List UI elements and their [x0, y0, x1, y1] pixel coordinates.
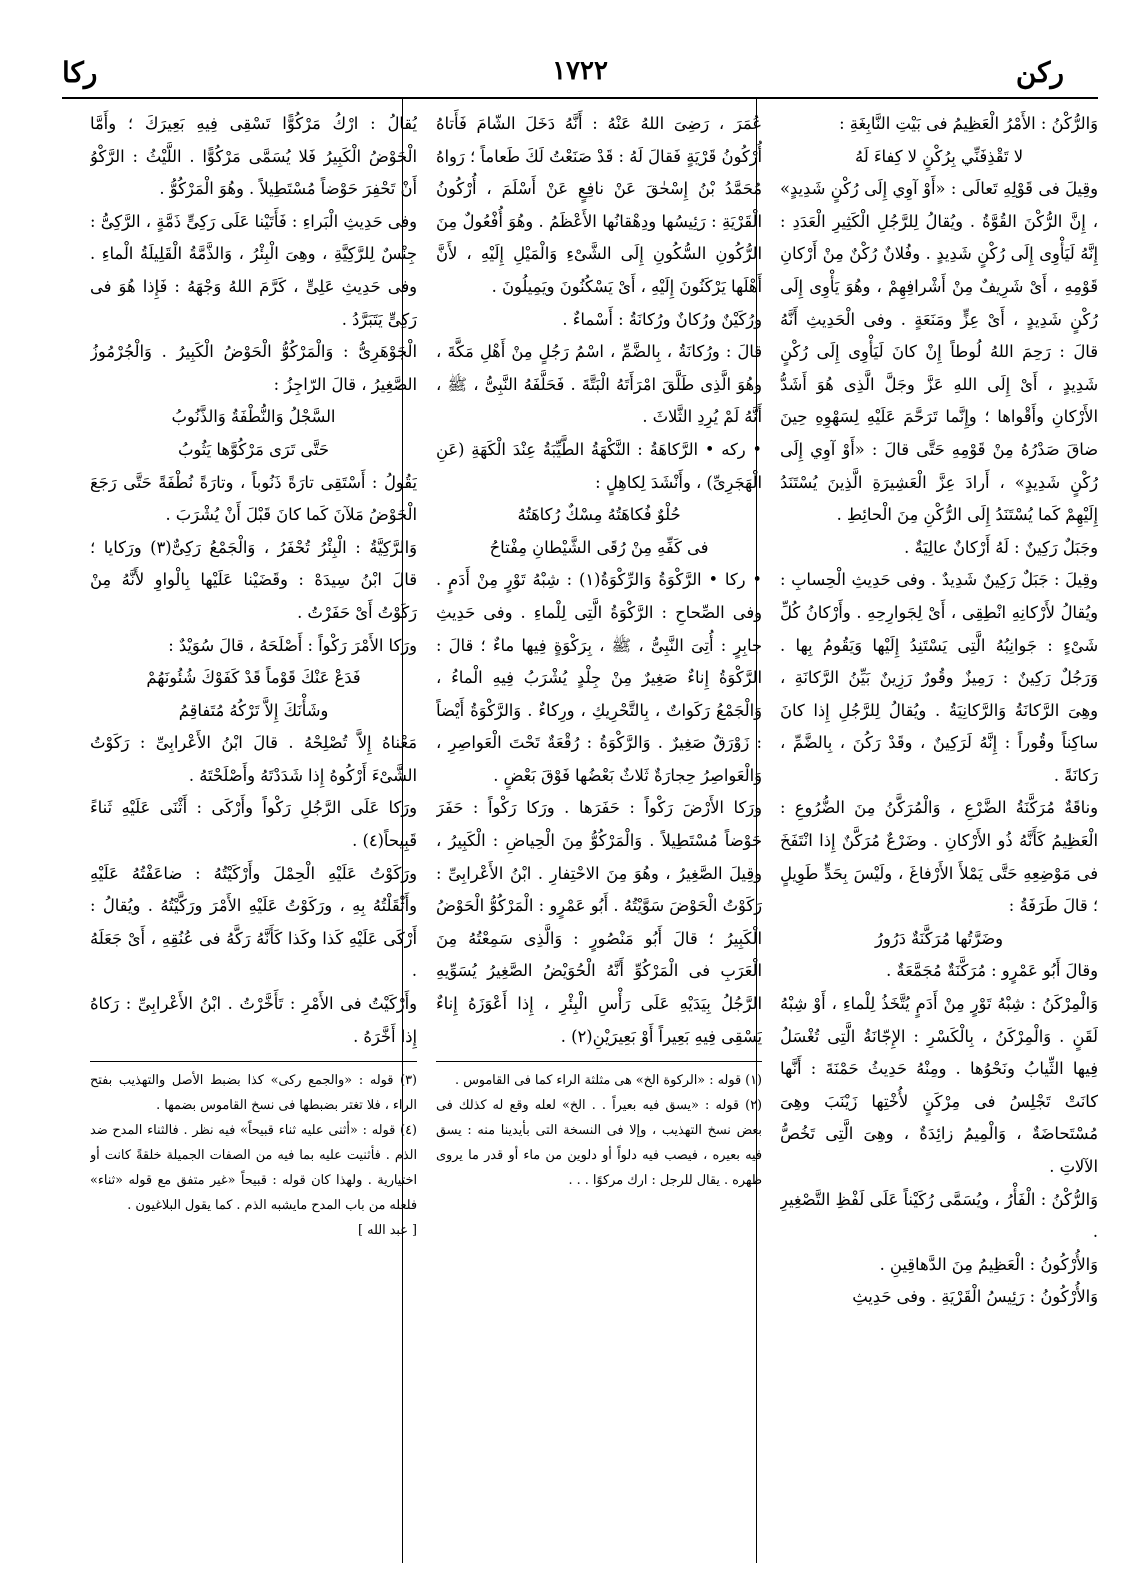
paragraph: يَقُولُ : أَسْتَقِى تارَةً ذَنُوباً ، وتارَةً نُطْفَةً حَتَّى رَجَعَ الْحَوْضُ مَلآنَ كَما كانَ قَبْلَ أَنْ يُشْرَبَ .: [90, 472, 417, 525]
verse: وضَرَّتُها مُرَكَّنَةٌ دَرُورُ: [875, 928, 1003, 948]
verse: حَتَّى تَرَى مَرْكُوَّها يَثُوبُ: [178, 439, 329, 459]
footnote: (١) قوله : «الركوة الخ» هى مثلثة الراء كما فى القاموس .: [454, 1073, 762, 1089]
column-middle: [436, 108, 762, 1558]
paragraph: وَالرَّكِيَّةُ : الْبِئْرُ تُحْفَرُ ، وَالْجَمْعُ رَكِىٌّ(٣) ورَكايا ؛ قالَ ابْنُ سِيدَهْ : وقَضَيْنا عَلَيْها بِالْواوِ لأَنَّهُ مِنْ رَكَوْتُ أَىْ حَفَرْتُ .: [90, 537, 417, 622]
paragraph: وناقَةٌ مُرَكَّنَةُ الضَّرْعِ ، وَالْمُرَكَّنُ مِنَ الضُّرُوعِ : الْعَظِيمُ كَأَنَّهُ ذُو الأَرْكانِ . وضَرْعٌ مُرَكَّنٌ إِذا انْتَفَخَ فى مَوْضِعِهِ حَتَّى يَمْلأَ الأَرْفاغَ ، ولَيْسَ بِحَدٍّ طَوِيلٍ ؛ قالَ طَرَفَةُ :: [780, 798, 1098, 916]
page-number: ١٧٢٢: [552, 56, 608, 86]
paragraph: ورَكا عَلَى الرَّجُلِ رَكْواً وأَرْكَى : أَثْنَى عَلَيْهِ ثَناءً قَبِيحاً(٤) .: [90, 798, 417, 851]
footnote-signature: [ عبد الله ]: [358, 1223, 417, 1239]
paragraph: وقِيلَ فى قَوْلِهِ تَعالَى : «أَوْ آوِي إِلَى رُكْنٍ شَدِيدٍ» ، إِنَّ الرُّكْنَ القُوَّةُ . ويُقالُ لِلرَّجُلِ الْكَثِيرِ الْعَدَدِ : إِنَّهُ لَيَأْوِى إِلَى رُكْنٍ شَدِيدٍ . وفُلانٌ رُكْنٌ مِنْ أَرْكانِ قَوْمِهِ ، أَىْ شَرِيفٌ مِنْ أَشْرافِهِمْ ، وهُوَ يَأْوِى إِلَى رُكْنٍ شَدِيدٍ ، أَىْ عِزٍّ ومَنَعَةٍ . وفى الْحَدِيثِ أَنَّهُ قالَ : رَحِمَ اللهُ لُوطاً إِنْ كانَ لَيَأْوِى إِلَى رُكْنٍ شَدِيدٍ ، أَىْ إِلَى اللهِ عَزَّ وجَلَّ الَّذِى هُوَ أَشَدُّ الأَرْكانِ وأَقْواها ؛ وإِنَّما تَرَحَّمَ عَلَيْهِ لِسَهْوِهِ حِينَ ضاقَ صَدْرُهُ مِنْ قَوْمِهِ حَتَّى قالَ : «أَوْ آوِي إِلَى رُكْنٍ شَدِيدٍ» ، أَرادَ عِزَّ الْعَشِيرَةِ الَّذِينَ يُسْتَنَدُ إِلَيْهِمْ كَما يُسْتَنَدُ إِلَى الرُّكْنِ مِنَ الْحائِطِ .: [780, 179, 1098, 525]
verse: فَدَعْ عَنْكَ قَوْماً قَدْ كَفَوْكَ شُئُونَهُمْ: [146, 668, 361, 688]
paragraph: وَالأُرْكُونُ : رَئِيسُ الْقَرْيَةِ . وفى حَدِيثِ: [852, 1287, 1098, 1307]
column-right: [780, 108, 1098, 1556]
paragraph: ورَكا الأَمْرَ رَكْواً : أَصْلَحَهُ ، قالَ سُوَيْدٌ :: [168, 635, 417, 655]
footnote-separator: [90, 1061, 417, 1062]
paragraph: وقالَ أَبُو عَمْرٍو : مُرَكَّنَةٌ مُجَمَّعَةٌ .: [886, 961, 1098, 981]
paragraph: وَالرُّكْنُ : الأَمْرُ الْعَظِيمُ فى بَيْتِ النَّابِغَةِ :: [839, 114, 1098, 133]
paragraph: ورَكَوْتُ عَلَيْهِ الْحِمْلَ وأَرْكَيْتُهُ : ضاعَفْتُهُ عَلَيْهِ وأَثْقَلْتُهُ بِهِ ، ورَكَوْتُ عَلَيْهِ الأَمْرَ ورَكَّيْتُهُ . ويُقالُ : أَرْكَى عَلَيْهِ كَذا وكَذا كَأَنَّهُ رَكَّهُ فى عُنُقِهِ ، أَىْ جَعَلَهُ .: [90, 863, 417, 981]
paragraph: الْجَوْهَرِىُّ : وَالْمَرْكُوُّ الْحَوْضُ الْكَبِيرُ . وَالْجُرْمُوزُ الصَّغِيرُ ، قالَ الرّاجِزُ :: [90, 342, 417, 394]
entry-headword-paragraph: • ركه • الرَّكاهَةُ : النَّكْهَةُ الطَّيِّبَةُ عِنْدَ الْكَهَةِ (عَنِ الْهَجَرِىِّ) ، وأَنْشَدَ لِكاهِلٍ :: [436, 439, 762, 492]
verse: فى كَفِّهِ مِنْ رُقَى الشَّيْطانِ مِفْتاحُ: [489, 537, 709, 557]
column-left: [90, 108, 417, 1558]
verse: وشَأْنَكَ إِلاَّ تَرْكُهُ مُتَفاقِمُ: [178, 700, 329, 720]
footnote: (٢) قوله : «يسق فيه بعيراً . . الخ» لعله وقع له كذلك فى بعض نسخ التهذيب ، وإلا فى النسخة التى بأيدينا منه : يسق فيه بعيره ، فيصب فيه دلواً أو دلوين من ماء أو قدر ما يروى ظهره . يقال للرجل : ارك مركوًا . . .: [436, 1098, 762, 1189]
entry-headword-paragraph: • ركا • الرَّكْوَةُ وَالرِّكْوَةُ(١) : شِبْهُ تَوْرٍ مِنْ أَدَمٍ . وفى الصِّحاحِ : الرَّكْوَةُ الَّتِى لِلْماءِ . وفى حَدِيثِ جابِرٍ : أُتِىَ النَّبِىُّ ، ﷺ ، بِرَكْوَةٍ فِيها ماءٌ ؛ قالَ : الرَّكْوَةُ إِناءٌ صَغِيرٌ مِنْ جِلْدٍ يُشْرَبُ فِيهِ الْماءُ ، وَالْجَمْعُ رَكَواتٌ ، بِالتَّحْرِيكِ ، ورِكاءٌ . وَالرَّكْوَةُ أَيْضاً : زَوْرَقٌ صَغِيرٌ . وَالرَّكْوَةُ : رُقْعَةٌ تَحْتَ الْعَواصِرِ ، وَالْعَواصِرُ حِجارَةٌ ثَلاثٌ بَعْضُها فَوْقَ بَعْضٍ .: [436, 570, 762, 785]
header-rule: [62, 97, 1098, 99]
footnote-separator: [436, 1061, 762, 1062]
paragraph: عُمَرَ ، رَضِىَ اللهُ عَنْهُ : أَنَّهُ دَخَلَ الشّامَ فَأَتاهُ أُرْكُونُ قَرْيَةٍ فَقالَ لَهُ : قَدْ صَنَعْتُ لَكَ طَعاماً ؛ رَواهُ مُحَمَّدُ بْنُ إِسْحٰقَ عَنْ نافِعٍ عَنْ أَسْلَمَ ، أُرْكُونُ الْقَرْيَةِ : رَئِيسُها ودِهْقانُها الأَعْظَمُ . وهُوَ أُفْعُولٌ مِنَ الرُّكُونِ السُّكُونِ إِلَى الشَّىْءِ وَالْمَيْلِ إِلَيْهِ ، لأَنَّ أَهْلَها يَرْكَنُونَ إِلَيْهِ ، أَىْ يَسْكُنُونَ ويَمِيلُونَ .: [436, 114, 762, 296]
paragraph: وجَبَلٌ رَكِينٌ : لَهُ أَرْكانٌ عالِيَةٌ .: [904, 537, 1098, 557]
verse: حُلْوٌ فُكاهَتُهُ مِسْكٌ رُكاهَتُهُ: [517, 505, 681, 525]
paragraph: ورُكَيْنٌ ورُكانٌ ورُكانَةُ : أَسْماءٌ .: [562, 309, 762, 329]
paragraph: وأَرْكَيْتُ فى الأَمْرِ : تَأَخَّرْتُ . ابْنُ الأَعْرابِىِّ : رَكاهُ إِذا أَخَّرَهُ .: [90, 994, 417, 1046]
verse: لا تَقْذِفَنِّي بِرُكْنٍ لا كِفاءَ لَهُ: [855, 146, 1023, 166]
paragraph: وَالرُّكْنُ : الْفَأْرُ ، ويُسَمَّى رُكَيْناً عَلَى لَفْظِ التَّصْغِيرِ .: [780, 1189, 1098, 1242]
footnote: (٤) قوله : «أثنى عليه ثناء قبيحاً» فيه نظر . فالثناء المدح ضد الذم . فأثنيت عليه بما فيه من الصفات الجميلة خلقةً كانت أو اختيارية . ولهذا كان قوله : قبيحاً «غير متفق مع قوله «ثناء» فلعله من باب المدح مايشبه الذم . كما يقول البلاغيون .: [90, 1123, 417, 1214]
paragraph: وَالْمِرْكَنُ : شِبْهُ تَوْرٍ مِنْ أَدَمٍ يُتَّخَذُ لِلْماءِ ، أَوْ شِبْهُ لَقَنٍ . وَالْمِرْكَنُ ، بِالْكَسْرِ : الإِجّانَةُ الَّتِى تُغْسَلُ فِيها الثِّيابُ ونَحْوُها . ومِنْهُ حَدِيثُ حَمْنَةَ : أَنَّها كانَتْ تَجْلِسُ فى مِرْكَنٍ لأُخْتِها زَيْنَبَ وهِىَ مُسْتَحاضَةٌ ، وَالْمِيمُ زائِدَةٌ ، وهِىَ الَّتِى تَخُصُّ الآلاتِ .: [780, 994, 1098, 1176]
header-entry-right: ركن: [1015, 56, 1064, 89]
header-entry-left: ركا: [62, 56, 98, 89]
paragraph: قالَ : ورُكانَةُ ، بِالضَّمِّ ، اسْمُ رَجُلٍ مِنْ أَهْلِ مَكَّةَ ، وهُوَ الَّذِى طَلَّقَ امْرَأَتَهُ الْبَتَّةَ . فَحَلَّفَهُ النَّبِىُّ ، ﷺ ، أَنَّهُ لَمْ يُرِدِ الثَّلاثَ .: [436, 342, 762, 427]
paragraph: ورَكا الأَرْضَ رَكْواً : حَفَرَها . ورَكا رَكْواً : حَفَرَ حَوْضاً مُسْتَطِيلاً . وَالْمَرْكُوُّ مِنَ الْحِياضِ : الْكَبِيرُ ، وقِيلَ الصَّغِيرُ ، وهُوَ مِنَ الاحْتِفارِ . ابْنُ الأَعْرابِىِّ : رَكَوْتُ الْحَوْضَ سَوَّيْتُهُ . أَبُو عَمْرٍو : الْمَرْكُوُّ الْحَوْضُ الْكَبِيرُ ؛ قالَ أَبُو مَنْصُورٍ : وَالَّذِى سَمِعْتُهُ مِنَ الْعَرَبِ فى الْمَرْكُوِّ أَنَّهُ الْحُوَيْضُ الصَّغِيرُ يُسَوِّيهِ الرَّجُلُ بِيَدَيْهِ عَلَى رَأْسِ الْبِئْرِ ، إِذا أَعْوَزَهُ إِناءٌ يَسْقِى فِيهِ بَعِيراً أَوْ بَعِيرَيْنِ(٢) .: [436, 798, 762, 1046]
paragraph: مَعْناهُ إِلاَّ تُصْلِحْهُ . قالَ ابْنُ الأَعْرابِىِّ : رَكَوْتُ الشَّىْءَ أَرْكُوهُ إِذا شَدَدْتَهُ وأَصْلَحْتَهُ .: [90, 733, 417, 785]
paragraph: يُقالُ : ارْكُ مَرْكُوًّا تَسْقِى فِيهِ بَعِيرَكَ ؛ وأَمَّا الْحَوْضُ الْكَبِيرُ فَلا يُسَمَّى مَرْكُوًّا . اللَّيْثُ : الرَّكْوُ أَنْ تَحْفِرَ حَوْضاً مُسْتَطِيلاً . وهُوَ الْمَرْكُوُّ .: [90, 114, 417, 199]
paragraph: وفى حَدِيثِ الْبَراءِ : فَأَتَيْنا عَلَى رَكِىٍّ ذَمَّةٍ ، الرَّكِىُّ : جِنْسٌ لِلرَّكِيَّةِ ، وهِىَ الْبِئْرُ ، وَالذَّمَّةُ الْقَلِيلَةُ الْماءِ . وفى حَدِيثِ عَلِىٍّ ، كَرَّمَ اللهُ وَجْهَهُ : فَإِذا هُوَ فى رَكِىٍّ يَتَبَرَّدُ .: [90, 211, 417, 329]
paragraph: وقِيلَ : جَبَلٌ رَكِينٌ شَدِيدٌ . وفى حَدِيثِ الْحِسابِ : ويُقالُ لأَرْكانِهِ انْطِقِى ، أَىْ لِجَوارِحِهِ . وأَرْكانُ كُلِّ شَىْءٍ : جَوانِبُهُ الَّتِى يَسْتَنِدُ إِلَيْها وَيَقُومُ بِها . وَرَجُلٌ رَكِينٌ : رَمِيزٌ وقُورٌ رَزِينٌ بَيِّنُ الرَّكانَةِ ، وهِىَ الرَّكانَةُ وَالرَّكانِيَةُ . ويُقالُ لِلرَّجُلِ إِذا كانَ ساكِناً وقُوراً : إِنَّهُ لَرَكِينٌ ، وقَدْ رَكُنَ ، بِالضَّمِّ ، رَكانَةً .: [780, 570, 1098, 785]
verse: السَّجْلُ وَالنُّطْفَةُ وَالذَّنُوبُ: [171, 407, 336, 427]
paragraph: وَالأُرْكُونُ : الْعَظِيمُ مِنَ الدَّهاقِينِ .: [879, 1254, 1098, 1274]
footnote: (٣) قوله : «والجمع ركى» كذا بضبط الأصل والتهذيب بفتح الراء ، فلا تغتر بضبطها فى نسخ القاموس بضمها .: [90, 1073, 417, 1114]
page-header: [62, 38, 1098, 98]
